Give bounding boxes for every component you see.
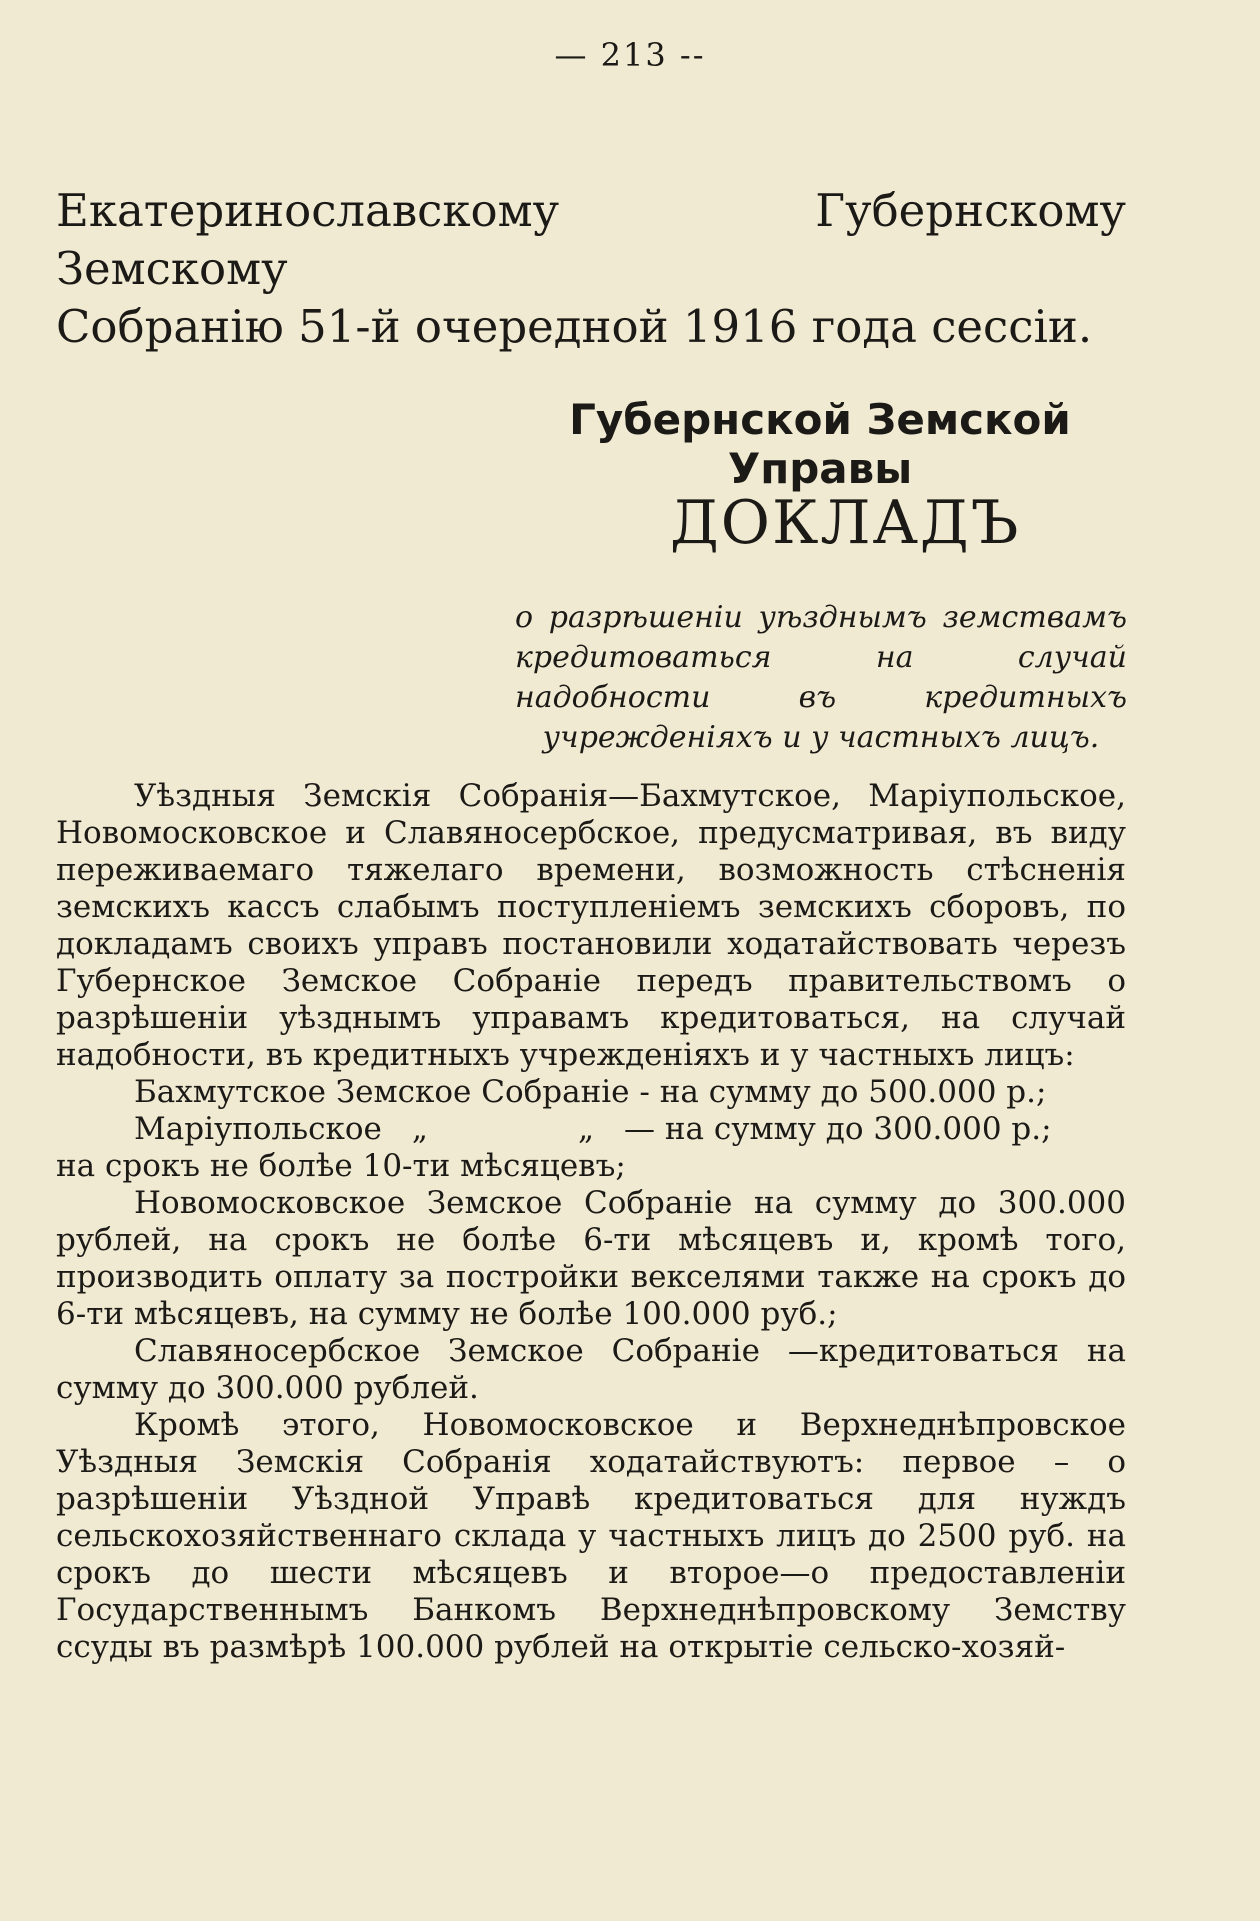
addressee-heading xyxy=(56,182,1126,356)
addressee-line-2: Собранію 51-й очередной 1916 года сессіи. xyxy=(56,300,1093,353)
paragraph-novomoskovsk: Новомосковское Земское Собраніе на сумму до 300.000 рублей, на срокъ не болѣе 6-ти мѣсяцевъ и, кромѣ того, производить оплату за постройки векселями также на срокъ до 6-ти мѣсяцевъ, на сумму не болѣе 100.000 руб.; xyxy=(56,1185,1126,1332)
list-term-line: на срокъ не болѣе 10-ти мѣсяцевъ; xyxy=(56,1148,626,1184)
paragraph-1: Уѣздныя Земскія Собранія—Бахмутское, Маріупольское, Новомосковское и Славяносербское, предусматривая, въ виду переживаемаго тяжелаго времени, возможность стѣсненія земскихъ кассъ слабымъ поступленіемъ земскихъ сборовъ, по докладамъ своихъ управъ постановили ходатайствовать черезъ Губернское Земское Собраніе передъ правительствомъ о разрѣшеніи уѣзднымъ управамъ кредитоваться, на случай надобности, въ кредитныхъ учрежденіяхъ и у частныхъ лицъ: xyxy=(56,778,1126,1073)
ditto-mark-1: „ xyxy=(411,1111,428,1147)
document-title: ДОКЛАДЪ xyxy=(670,488,1021,558)
document-subject: о разрѣшеніи уѣзднымъ земствамъ кредитоваться на случай надобности въ кредитныхъ учрежденіяхъ и у частныхъ лицъ. xyxy=(515,600,1127,755)
list-item-mariupol xyxy=(56,1111,1126,1148)
paragraph-additional-petitions: Кромѣ этого, Новомосковское и Верхнеднѣпровское Уѣздныя Земскія Собранія ходатайствуютъ: первое – о разрѣшеніи Уѣздной Управѣ кредитоваться для нуждъ сельскохозяйственнаго склада у частныхъ лицъ до 2500 руб. на срокъ до шести мѣсяцевъ и второе—о предоставленіи Государственнымъ Банкомъ Верхнеднѣпровскому Земству ссуды въ размѣрѣ 100.000 рублей на открытіе сельско-хозяй- xyxy=(56,1407,1126,1665)
addressee-line-1: Екатеринославскому Губернскому Земскому xyxy=(56,184,1126,295)
list-item-mariupol-label: Маріупольское xyxy=(134,1111,382,1147)
page-number: — 213 -- xyxy=(554,36,706,74)
paragraph-slavyanoserbsk: Славяносербское Земское Собраніе —кредитоваться на сумму до 300.000 рублей. xyxy=(56,1333,1126,1406)
list-item-mariupol-amount: — на сумму до 300.000 р.; xyxy=(624,1111,1052,1147)
ditto-mark-2: „ xyxy=(577,1111,594,1147)
authority-heading: Губернской Земской Управы xyxy=(569,395,1071,493)
body-text xyxy=(56,778,1126,1666)
list-item-bakhmut: Бахмутское Земское Собраніе - на сумму до 500.000 р.; xyxy=(134,1074,1047,1110)
